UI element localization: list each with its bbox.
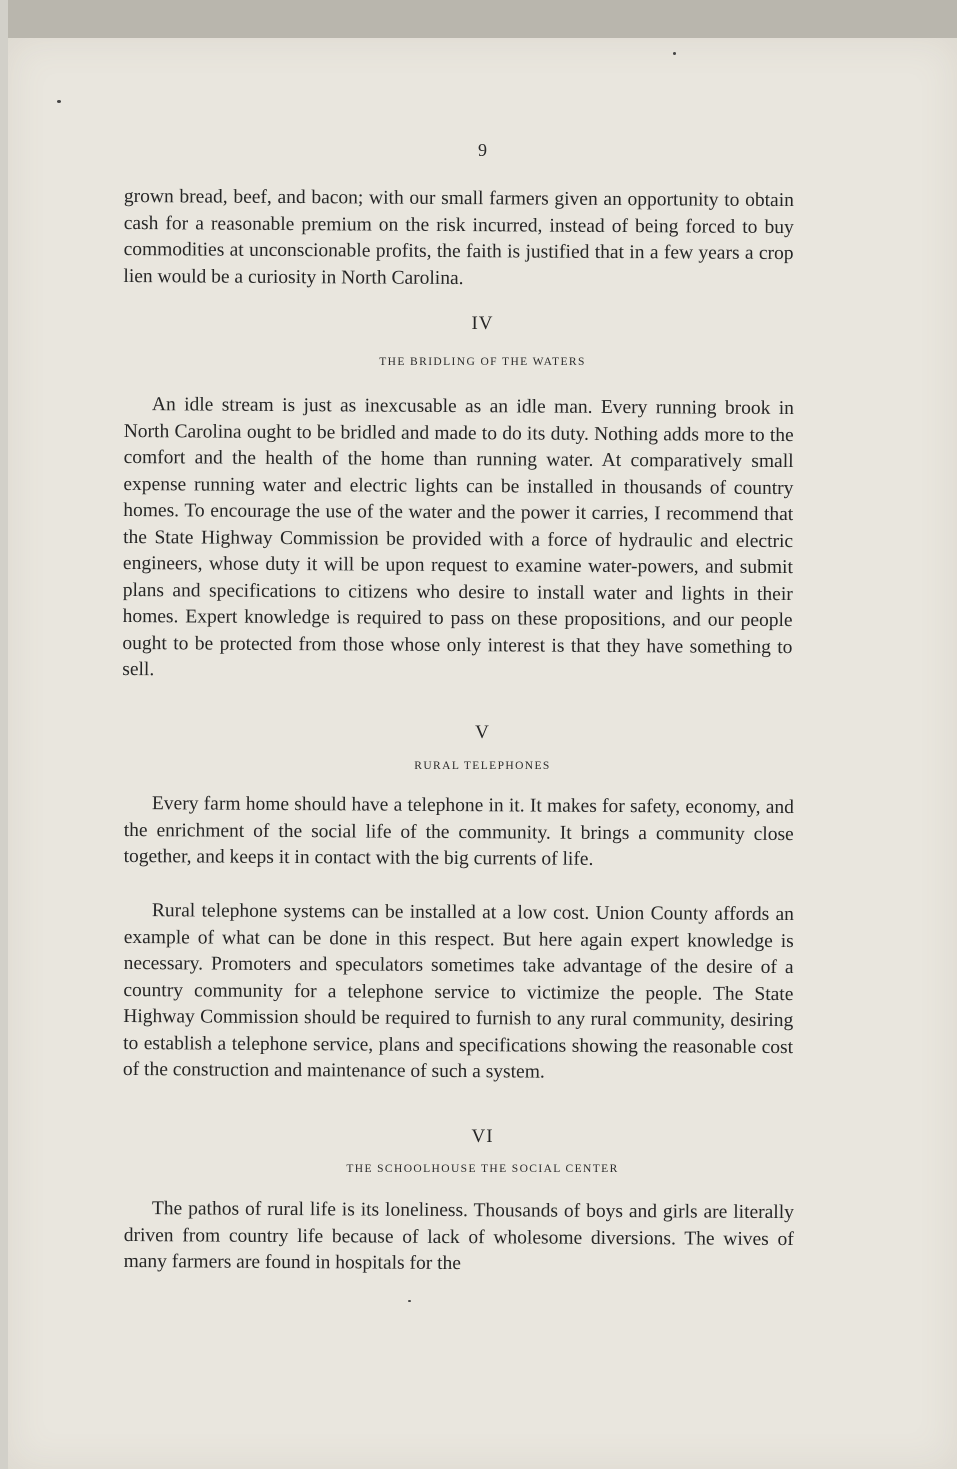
paper-speck [673,52,676,55]
paper-speck [57,100,61,103]
section-v-numeral: V [475,722,490,743]
section-iv-heading: THE BRIDLING OF THE WATERS [379,356,586,368]
paragraph-intro-continuation: grown bread, beef, and bacon; with our small farmers given an opportunity to obtain cash for a reasonable premium on the risk incurred, instead of being forced to buy commodities at unconscionable profits, the faith is justified that in a few years a crop lien would be a curiosity in North Carolina. [123,185,794,289]
section-v-paragraph-1: Every farm home should have a telephone in it. It makes for safety, economy, and the enrichment of the social life of the community. It brings a community close together, and keeps it in contact with the big currents of life. [123,793,794,870]
section-vi-paragraph: The pathos of rural life is its loneliness. Thousands of boys and girls are literally driven from country life because of lack of wholesome diversions. The wives of many farmers are found in hospitals for the [123,1198,794,1275]
paper-speck [408,1300,411,1302]
section-vi-numeral: VI [471,1126,494,1147]
section-v-paragraph-2: Rural telephone systems can be installed at a low cost. Union County affords an example of what can be done in this respect. But here again expert knowledge is necessary. Promoters and speculators sometimes take advantage of the desire of a country community for a telephone service to victimize the people. The State Highway Commission should be required to furnish to any rural community, desiring to establish a telephone service, plans and specifications showing the reasonable cost of the construction and maintenance of such a system. [122,900,794,1083]
document-page [8,38,957,1469]
section-iv-numeral: IV [471,313,494,334]
page-number: 9 [478,140,487,160]
scan-border [0,0,8,1469]
section-iv-paragraph: An idle stream is just as inexcusable as an idle man. Every running brook in North Carolina ought to be bridled and made to do its duty. Nothing adds more to the comfort and the health of the home than running water. At comparatively small expense running water and electric lights can be installed in thousands of country homes. To encourage the use of the water and the power it carries, I recommend that the State Highway Commission be provided with a force of hydraulic and electric engineers, whose duty it will be upon request to examine water-powers, and submit plans and specifications to citizens who desire to install water and lights in their homes. Expert knowledge is required to pass on these propositions, and our people ought to be protected from those whose only interest is that they have something to sell. [122,394,794,681]
section-v-heading: RURAL TELEPHONES [414,760,551,772]
section-vi-heading: THE SCHOOLHOUSE THE SOCIAL CENTER [346,1163,619,1175]
